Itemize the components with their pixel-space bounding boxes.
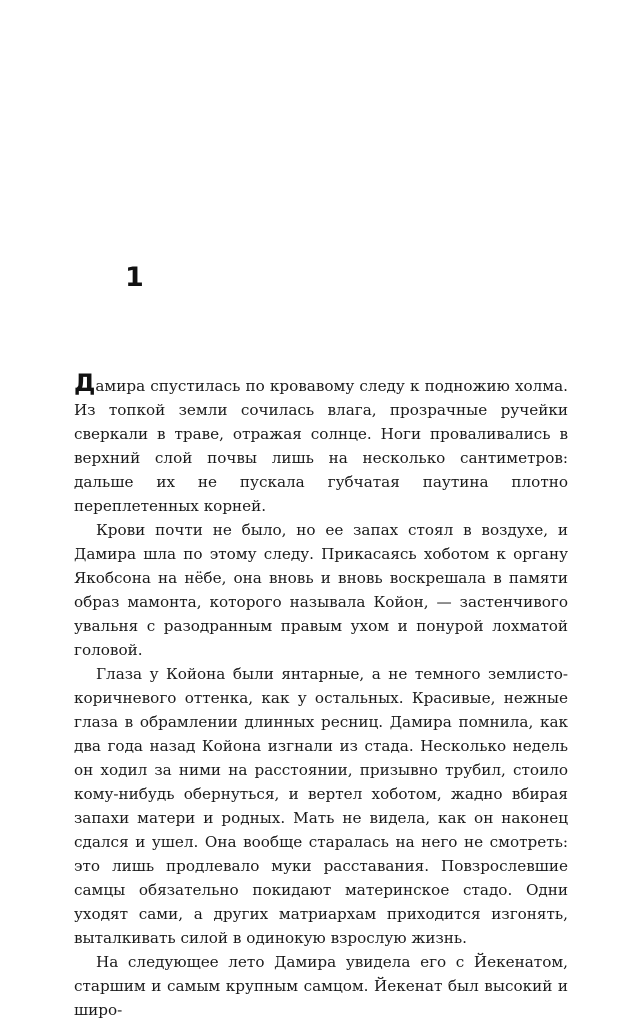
paragraph-text: На следующее лето Дамира увидела его с Йекенатом, старшим и самым крупным самцом. Йекенат был высокий и широ- (74, 953, 568, 1019)
paragraph (74, 950, 568, 1022)
paragraph (74, 518, 568, 662)
chapter-body (74, 369, 568, 1022)
lead-letter: Д (74, 369, 96, 397)
paragraph-text: Крови почти не было, но ее запах стоял в воздухе, и Дамира шла по этому следу. Прикасаясь хоботом к органу Якобсона на нёбе, она вновь и вновь воскрешала в памяти образ мамонта, которого называла Койон, — застенчивого увальня с разодранным правым ухом и понурой лохматой головой. (74, 521, 568, 659)
paragraph (74, 369, 568, 518)
chapter-number: 1 (125, 262, 144, 293)
paragraph-text: Глаза у Койона были янтарные, а не темного землисто-коричневого оттенка, как у остальных. Красивые, нежные глаза в обрамлении длинных ресниц. Дамира помнила, как два года назад Койона изгнали из стада. Несколько недель он ходил за ними на расстоянии, призывно трубил, стоило кому-нибудь обернуться, и вертел хоботом, жадно вбирая запахи матери и родных. Мать не видела, как он наконец сдался и ушел. Она вообще старалась на него не смотреть: это лишь продлевало муки расставания. Повзрослевшие самцы обязательно покидают материнское стадо. Одни уходят сами, а других матриархам приходится изгонять, выталкивать силой в одинокую взрослую жизнь. (74, 665, 568, 947)
paragraph-text: амира спустилась по кровавому следу к подножию холма. Из топкой земли сочилась влага, прозрачные ручейки сверкали в траве, отражая солнце. Ноги проваливались в верхний слой почвы лишь на несколько сантиметров: дальше их не пускала губчатая паутина плотно переплетенных корней. (74, 377, 568, 515)
paragraph (74, 662, 568, 950)
